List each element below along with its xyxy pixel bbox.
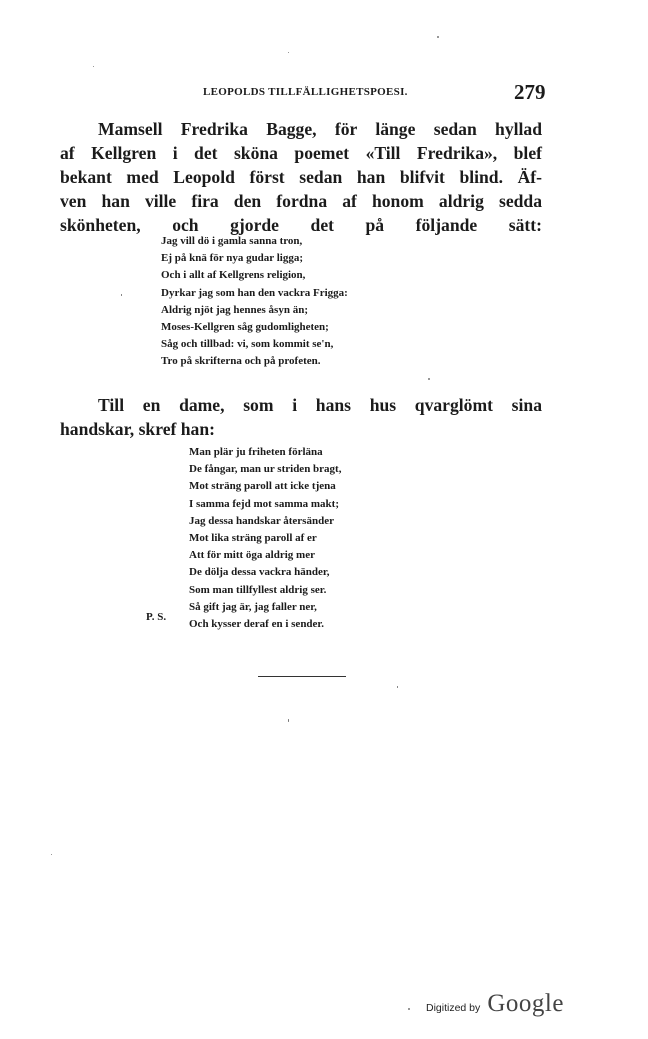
page-number: 279 (514, 80, 546, 104)
poem-line: Och kysser deraf en i sender. (189, 617, 325, 630)
scan-speck (437, 36, 439, 38)
postscript-label: P. S. (146, 611, 167, 623)
google-logo: Google (487, 990, 564, 1017)
scan-speck (397, 686, 398, 688)
digitized-by-google-footer (426, 990, 564, 1018)
scan-speck (408, 1008, 410, 1010)
paragraph-line: skönheten, och gjorde det på följande sätt: (60, 215, 542, 235)
paragraph-1 (60, 117, 542, 237)
paragraph-line: Till en dame, som i hans hus qvarglömt sina (98, 395, 542, 415)
poem-1 (161, 233, 348, 371)
paragraph-line: bekant med Leopold först sedan han blifvit blind. Äf- (60, 167, 542, 187)
poem-line: Mot sträng paroll att icke tjena (189, 480, 336, 493)
paragraph-line: Mamsell Fredrika Bagge, för länge sedan hyllad (98, 119, 542, 139)
section-rule (258, 676, 346, 677)
poem-line: Dyrkar jag som han den vackra Frigga: (161, 286, 348, 299)
poem-line: Mot lika sträng paroll af er (189, 531, 317, 544)
poem-line: Som man tillfyllest aldrig ser. (189, 583, 327, 596)
digitized-by-label: Digitized by (426, 1002, 481, 1014)
poem-line: Ej på knä för nya gudar ligga; (161, 252, 304, 265)
poem-line: Så gift jag är, jag faller ner, (189, 600, 317, 613)
paragraph-2 (60, 393, 542, 441)
poem-line: De fångar, man ur striden bragt, (189, 463, 342, 476)
poem-line: Moses-Kellgren såg gudomligheten; (161, 320, 329, 333)
scan-speck (288, 719, 289, 722)
poem-2 (189, 444, 341, 633)
poem-line: Såg och tillbad: vi, som kommit se'n, (161, 338, 334, 351)
poem-line: Man plär ju friheten förläna (189, 446, 323, 458)
page-header (0, 80, 648, 104)
scan-speck (93, 66, 94, 67)
poem-line: Att för mitt öga aldrig mer (189, 549, 315, 562)
paragraph-line: af Kellgren i det sköna poemet «Till Fredrika», blef (60, 143, 542, 163)
scan-speck (428, 378, 430, 380)
poem-line: Jag vill dö i gamla sanna tron, (161, 235, 303, 247)
paragraph-line: ven han ville fira den fordna af honom aldrig sedda (60, 191, 542, 211)
poem-line: Och i allt af Kellgrens religion, (161, 269, 306, 282)
scan-speck (288, 52, 289, 53)
scan-speck (121, 294, 122, 296)
poem-line: Aldrig njöt jag hennes åsyn än; (161, 303, 308, 316)
poem-line: Tro på skrifterna och på profeten. (161, 355, 321, 368)
poem-line: I samma fejd mot samma makt; (189, 497, 340, 510)
poem-line: De dölja dessa vackra händer, (189, 566, 330, 579)
running-title: LEOPOLDS TILLFÄLLIGHETSPOESI. (203, 86, 408, 98)
scan-speck (51, 854, 52, 855)
paragraph-line: handskar, skref han: (60, 419, 215, 439)
poem-line: Jag dessa handskar återsänder (189, 514, 334, 527)
